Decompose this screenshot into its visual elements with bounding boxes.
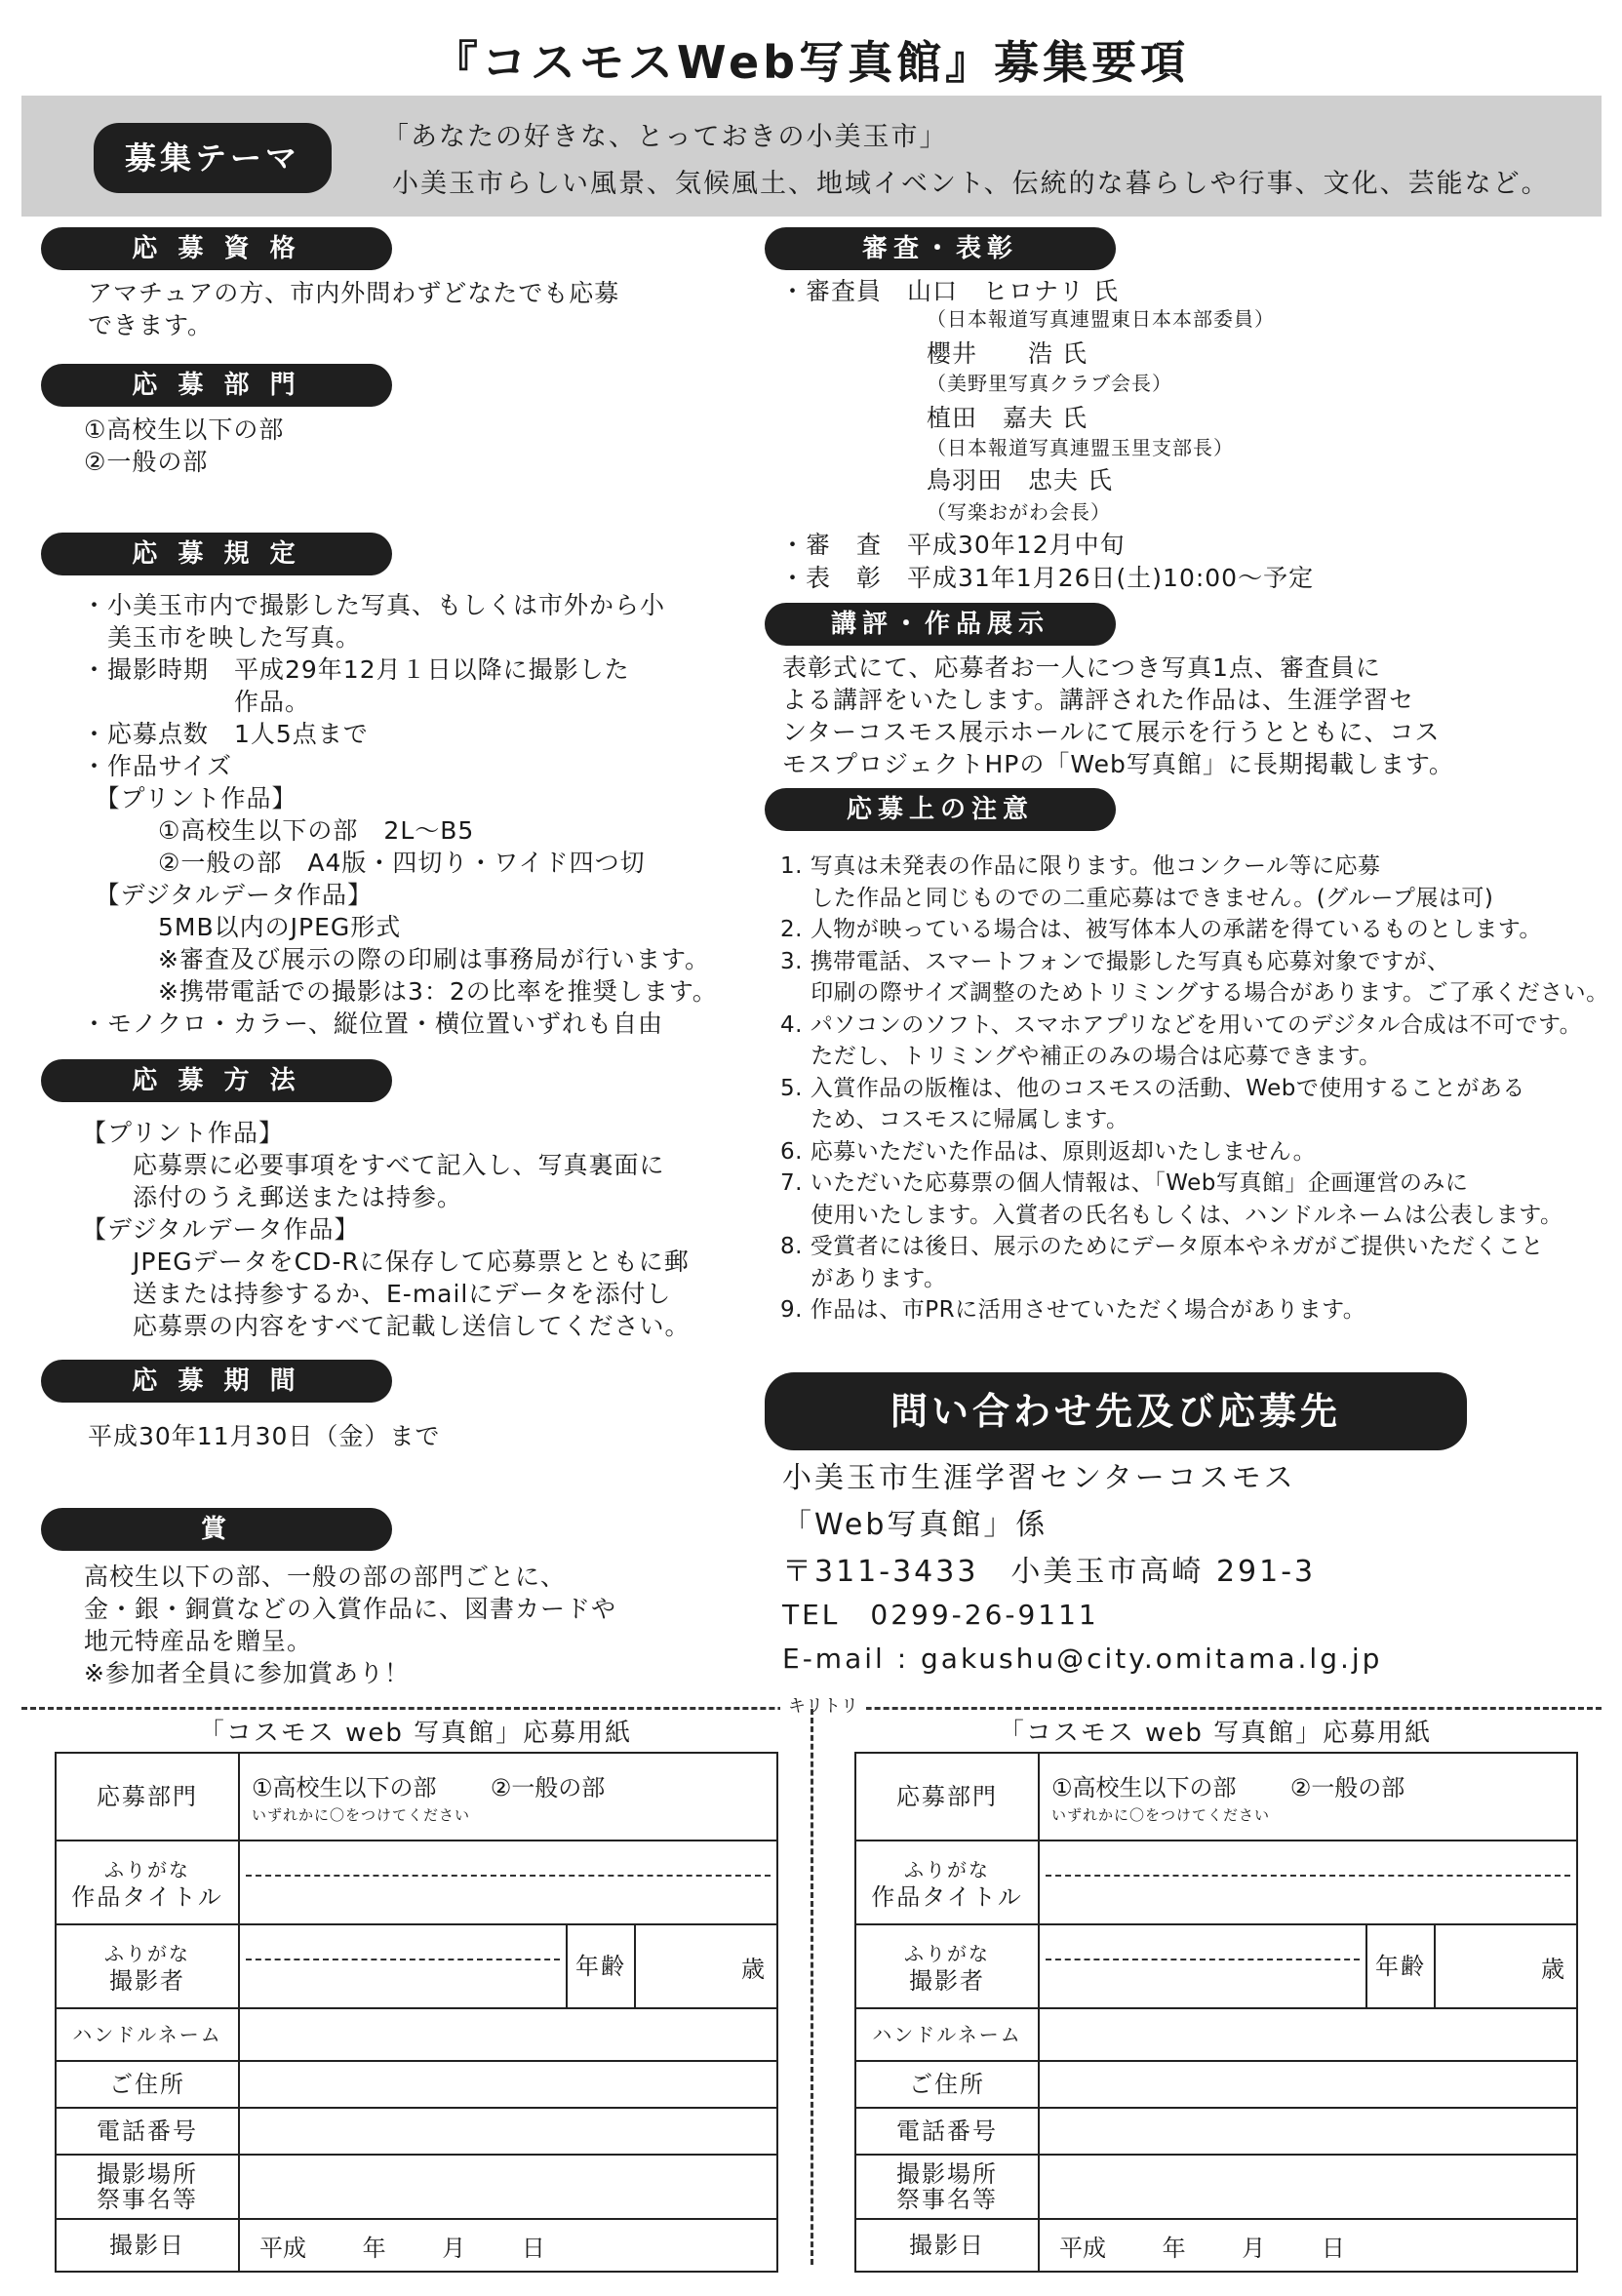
- contact-email: E-mail : gakushu@city.omitama.lg.jp: [782, 1643, 1383, 1675]
- judge-2-name: 櫻井 浩 氏: [927, 339, 1088, 368]
- contact-heading: 問い合わせ先及び応募先: [765, 1372, 1467, 1450]
- judge-1-name: 山口 ヒロナリ 氏: [907, 277, 1119, 305]
- work-title-field[interactable]: [1039, 1841, 1577, 1924]
- category-label: 応募部門: [855, 1753, 1039, 1841]
- vertical-cut-line: [811, 1709, 813, 2265]
- prize-heading: 賞: [41, 1508, 392, 1551]
- prize-body: 高校生以下の部、一般の部の部門ごとに、 金・銀・銅賞などの入賞作品に、図書カードや 地元特産品を贈呈。 ※参加者全員に参加賞あり！: [84, 1563, 617, 1687]
- furigana-label-2: ふりがな: [104, 1941, 190, 1965]
- phone-field[interactable]: [1039, 2108, 1577, 2155]
- work-title-label: 作品タイトル: [71, 1882, 223, 1911]
- category-opt1[interactable]: ①高校生以下の部: [252, 1774, 437, 1801]
- category-options[interactable]: [239, 1753, 777, 1841]
- critique-body: 表彰式にて、応募者お一人につき写真1点、審査員に よる講評をいたします。講評された作品は、生涯学習セ ンターコスモス展示ホールにて展示を行うとともに、コス モスプロジェクトHPの「Web写真館」に長期掲載します。: [782, 653, 1454, 778]
- place-field[interactable]: [1039, 2155, 1577, 2219]
- notes-heading: 応募上の注意: [765, 788, 1116, 831]
- furigana-label-2: ふりがな: [904, 1941, 990, 1965]
- date-year: 年: [362, 2234, 386, 2262]
- date-era: 平成: [1059, 2234, 1106, 2262]
- entry-form-left: [55, 1752, 778, 2273]
- address-field[interactable]: [1039, 2061, 1577, 2108]
- method-body: 【プリント作品】 応募票に必要事項をすべて記入し、写真裏面に 添付のうえ郵送または持参。 【デジタルデータ作品】 JPEGデータをCD-Rに保存して応募票とともに郵 送または持参するか、E-mailにデータを添付し 応募票の内容をすべて記載し送信してください。: [82, 1119, 691, 1340]
- category-opt2[interactable]: ②一般の部: [490, 1774, 606, 1801]
- contact-org: 小美玉市生涯学習センターコスモス: [782, 1461, 1296, 1495]
- category-heading: 応 募 部 門: [41, 364, 392, 407]
- handle-label: ハンドルネーム: [56, 2008, 239, 2061]
- photographer-field[interactable]: [239, 1924, 567, 2008]
- phone-field[interactable]: [239, 2108, 777, 2155]
- period-body: 平成30年11月30日（金）まで: [88, 1422, 441, 1450]
- notes-body: 1. 写真は未発表の作品に限ります。他コンクール等に応募 した作品と同じものでの二重応募はできません。(グループ展は可) 2. 人物が映っている場合は、被写体本人の承諾を得ているものとします。 3. 携帯電話、スマートフォンで撮影した写真も応募対象ですが、 印刷の際サイズ調整のためトリミングする場合があります。ご了承ください。 4. パソコンのソフト、スマホアプリなどを用いてのデジタル合成は不可です。 ただし、トリミングや補正のみの場合は応募できます。 5. 入賞作品の版権は、他のコスモスの活動、Webで使用することがある ため、コスモスに帰属します。 6. 応募いただいた作品は、原則返却いたしません。 7. いただいた応募票の個人情報は、「Web写真館」企画運営のみに 使用いたします。入賞者の氏名もしくは、ハンドルネームは公表します。 8. 受賞者には後日、展示のためにデータ原本やネガがご提供いただくこと があります。 9. 作品は、市PRに活用させていただく場合があります。: [780, 853, 1609, 1323]
- form-title-left: 「コスモス web 写真館」応募用紙: [198, 1719, 633, 1748]
- critique-heading: 講評・作品展示: [765, 603, 1116, 646]
- address-label: ご住所: [56, 2061, 239, 2108]
- age-field[interactable]: [635, 1924, 777, 2008]
- furigana-label: ふりがな: [104, 1857, 190, 1881]
- theme-line2: 小美玉市らしい風景、気候風土、地域イベント、伝統的な暮らしや行事、文化、芸能など。: [392, 169, 1550, 199]
- rules-heading: 応 募 規 定: [41, 533, 392, 575]
- age-label: 年齢: [1366, 1924, 1435, 2008]
- award-date: ・表 彰 平成31年1月26日(土)10:00〜予定: [780, 564, 1315, 592]
- handle-field[interactable]: [1039, 2008, 1577, 2061]
- place-label-2: 祭事名等: [896, 2186, 998, 2213]
- date-label: 撮影日: [855, 2219, 1039, 2272]
- age-unit: 歳: [1541, 1955, 1564, 1983]
- period-heading: 応 募 期 間: [41, 1360, 392, 1403]
- place-label-1: 撮影場所: [896, 2160, 998, 2188]
- eligibility-heading: 応 募 資 格: [41, 227, 392, 270]
- judge-1-role: （日本報道写真連盟東日本本部委員）: [927, 307, 1275, 331]
- photographer-field[interactable]: [1039, 1924, 1366, 2008]
- phone-label: 電話番号: [855, 2108, 1039, 2155]
- date-field[interactable]: [1039, 2219, 1577, 2272]
- phone-label: 電話番号: [56, 2108, 239, 2155]
- category-label: 応募部門: [56, 1753, 239, 1841]
- judge-4-name: 鳥羽田 忠夫 氏: [927, 466, 1113, 495]
- place-label-2: 祭事名等: [97, 2186, 198, 2213]
- judging-heading: 審査・表彰: [765, 227, 1116, 270]
- judges-label: ・審査員: [780, 277, 883, 305]
- work-title-label: 作品タイトル: [871, 1882, 1023, 1911]
- date-month: 月: [1242, 2234, 1266, 2262]
- rules-body: ・小美玉市内で撮影した写真、もしくは市外から小 美玉市を映した写真。 ・撮影時期 平成29年12月１日以降に撮影した 作品。 ・応募点数 1人5点まで ・作品サイズ 【プリント作品】 ①高校生以下の部 2L〜B5 ②一般の部 A4版・四切り・ワイド四つ切 【デジタルデータ作品】 5MB以内のJPEG形式 ※審査及び展示の際の印刷は事務局が行います。 ※携帯電話での撮影は3：2の比率を推奨します。 ・モノクロ・カラー、縦位置・横位置いずれも自由: [82, 591, 718, 1038]
- date-day: 日: [521, 2234, 545, 2262]
- photographer-label: 撮影者: [909, 1966, 985, 1995]
- eligibility-body: アマチュアの方、市内外問わずどなたでも応募 できます。: [88, 279, 620, 339]
- address-label: ご住所: [855, 2061, 1039, 2108]
- date-label: 撮影日: [56, 2219, 239, 2272]
- review-date: ・審 査 平成30年12月中旬: [780, 531, 1126, 559]
- judge-3-role: （日本報道写真連盟玉里支部長）: [927, 436, 1234, 459]
- entry-form-right: [854, 1752, 1578, 2273]
- date-year: 年: [1162, 2234, 1186, 2262]
- handle-label: ハンドルネーム: [855, 2008, 1039, 2061]
- category-opt1[interactable]: ①高校生以下の部: [1051, 1774, 1237, 1801]
- age-unit: 歳: [741, 1955, 765, 1983]
- contact-tel: TEL 0299-26-9111: [782, 1599, 1099, 1631]
- theme-label: 募集テーマ: [94, 123, 332, 193]
- date-month: 月: [442, 2234, 466, 2262]
- category-options[interactable]: [1039, 1753, 1577, 1841]
- theme-line1: 「あなたの好きな、とっておきの小美玉市」: [382, 122, 948, 152]
- age-label: 年齢: [567, 1924, 635, 2008]
- category-body: ①高校生以下の部 ②一般の部: [84, 416, 285, 476]
- handle-field[interactable]: [239, 2008, 777, 2061]
- date-field[interactable]: [239, 2219, 777, 2272]
- category-note: いずれかに〇をつけてください: [252, 1806, 471, 1824]
- age-field[interactable]: [1435, 1924, 1577, 2008]
- photographer-label: 撮影者: [109, 1966, 185, 1995]
- method-heading: 応 募 方 法: [41, 1059, 392, 1102]
- place-label-1: 撮影場所: [97, 2160, 198, 2188]
- contact-address: 〒311-3433 小美玉市高崎 291-3: [782, 1555, 1317, 1589]
- work-title-field[interactable]: [239, 1841, 777, 1924]
- place-field[interactable]: [239, 2155, 777, 2219]
- form-title-right: 「コスモス web 写真館」応募用紙: [998, 1719, 1433, 1748]
- contact-dept: 「Web写真館」係: [782, 1508, 1048, 1542]
- page-title: 『コスモスWeb写真館』募集要項: [432, 36, 1190, 89]
- cut-label: キリトリ: [780, 1692, 866, 1718]
- category-note: いずれかに〇をつけてください: [1051, 1806, 1271, 1824]
- date-day: 日: [1321, 2234, 1345, 2262]
- address-field[interactable]: [239, 2061, 777, 2108]
- judge-4-role: （写楽おがわ会長）: [927, 500, 1111, 524]
- judge-2-role: （美野里写真クラブ会長）: [927, 372, 1172, 395]
- furigana-label: ふりがな: [904, 1857, 990, 1881]
- category-opt2[interactable]: ②一般の部: [1289, 1774, 1405, 1801]
- date-era: 平成: [259, 2234, 306, 2262]
- judge-3-name: 植田 嘉夫 氏: [927, 404, 1088, 432]
